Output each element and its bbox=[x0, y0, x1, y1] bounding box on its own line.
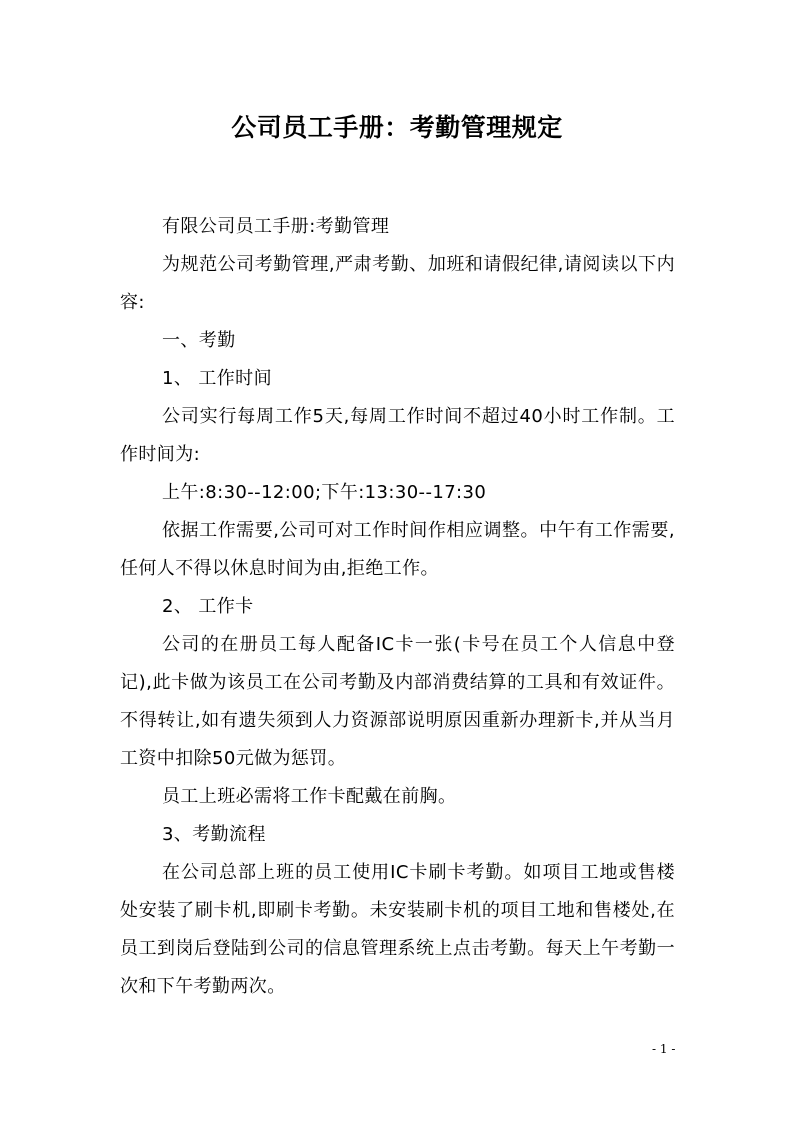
paragraph-wear-card: 员工上班必需将工作卡配戴在前胸。 bbox=[162, 786, 457, 807]
subsection-heading-attendance-process: 3、考勤流程 bbox=[162, 824, 266, 845]
paragraph-schedule-adjustment: 依据工作需要,公司可对工作时间作相应调整。中午有工作需要,任何人不得以休息时间为由,拒绝工作。 bbox=[120, 520, 675, 579]
page-number: - 1 - bbox=[652, 1042, 676, 1056]
paragraph-attendance-process: 在公司总部上班的员工使用IC卡刷卡考勤。如项目工地或售楼处安装了刷卡机,即刷卡考勤。未安装刷卡机的项目工地和售楼处,在员工到岗后登陆到公司的信息管理系统上点击考勤。每天上午考勤一次和下午考勤两次。 bbox=[120, 862, 675, 997]
paragraph-work-week: 公司实行每周工作5天,每周工作时间不超过40小时工作制。工作时间为: bbox=[120, 406, 675, 465]
subsection-heading-work-card: 2、 工作卡 bbox=[162, 596, 254, 617]
subsection-heading-work-hours: 1、 工作时间 bbox=[162, 368, 272, 389]
paragraph-handbook-heading: 有限公司员工手册:考勤管理 bbox=[162, 216, 390, 237]
paragraph-work-schedule: 上午:8:30--12:00;下午:13:30--17:30 bbox=[162, 482, 487, 503]
document-title: 公司员工手册：考勤管理规定 bbox=[231, 113, 563, 142]
section-heading-attendance: 一、考勤 bbox=[162, 330, 236, 351]
paragraph-intro: 为规范公司考勤管理,严肃考勤、加班和请假纪律,请阅读以下内容: bbox=[120, 254, 675, 313]
document-body bbox=[120, 208, 675, 1006]
paragraph-ic-card: 公司的在册员工每人配备IC卡一张(卡号在员工个人信息中登记),此卡做为该员工在公司考勤及内部消费结算的工具和有效证件。不得转让,如有遗失须到人力资源部说明原因重新办理新卡,并从当月工资中扣除50元做为惩罚。 bbox=[120, 634, 675, 769]
